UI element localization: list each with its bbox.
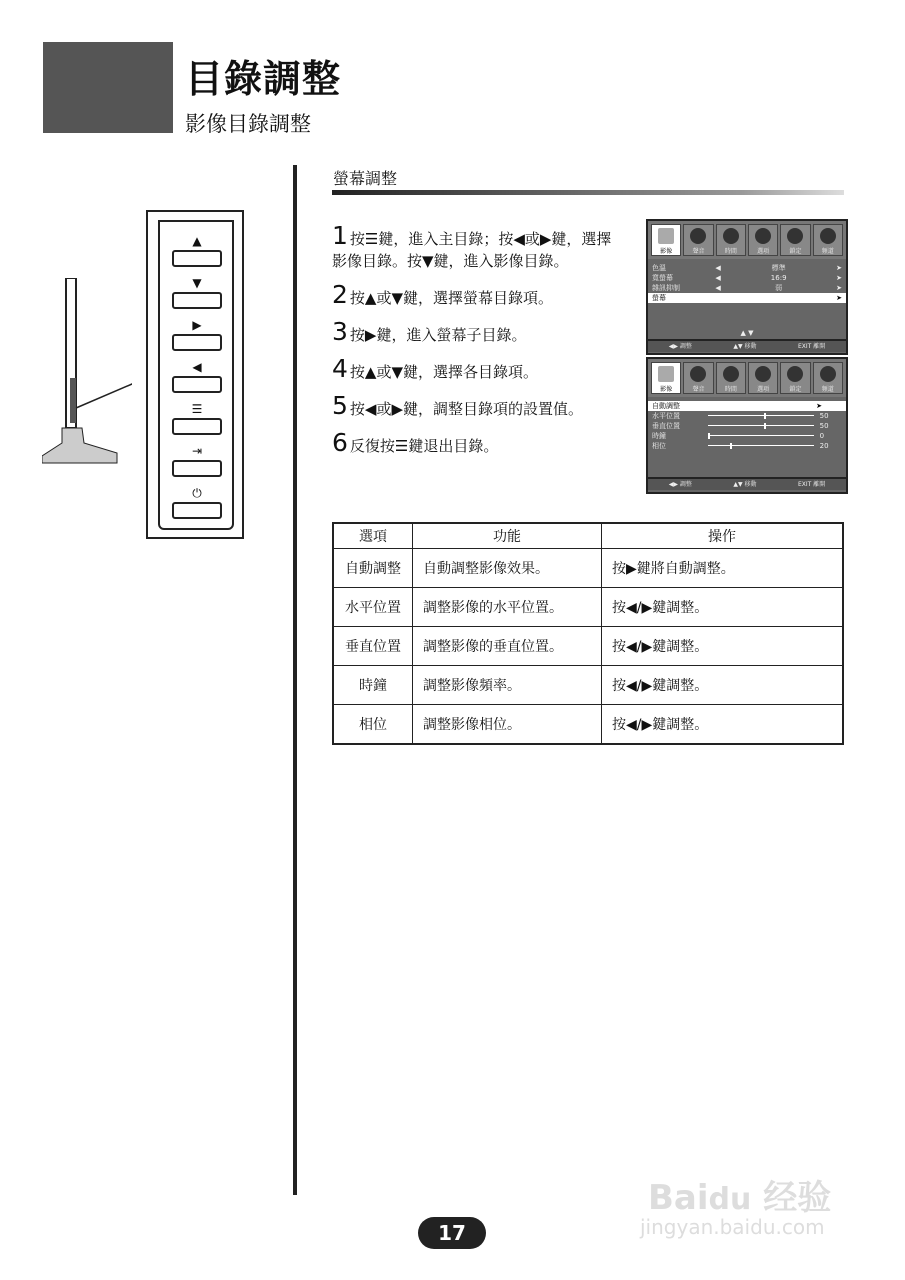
osd-tab [651,362,681,394]
osd-item-label: 自動調整 [652,402,680,410]
step-text: 按▶鍵，進入螢幕子目錄。 [349,326,527,344]
osd-tab-icon [787,228,803,244]
steps-list [332,221,624,469]
remote-button-label: ▲ [192,234,202,248]
osd-tab [683,224,713,256]
osd-footer-hint: ▲▼ 移動 [733,343,757,350]
step-text: 按▲或▼鍵，選擇各目錄項。 [349,363,538,381]
osd-footer-hint: EXIT 離開 [797,343,826,350]
remote-button[interactable] [172,376,222,393]
step-item [332,354,624,383]
watermark-url: jingyan.baidu.com [640,1215,825,1239]
osd-tab-icon [658,228,674,244]
osd-item-label: 雜訊抑制 [652,284,680,292]
osd-menu-row [648,401,846,411]
osd-item-label: 螢幕 [652,294,666,302]
step-number: 6 [332,428,348,457]
osd-tab-label: 影像 [660,386,673,393]
osd-tab-icon [755,366,771,382]
osd-screen-picture-menu [646,219,848,355]
table-cell: 調整影像的垂直位置。 [413,627,602,666]
remote-button[interactable] [172,334,222,351]
slider-thumb [708,433,710,439]
arrow-right-icon: ➤ [836,264,842,272]
table-header: 操作 [602,523,844,549]
osd-footer-hint: EXIT 離開 [797,481,826,488]
table-row [333,666,843,705]
page-subtitle: 影像目錄調整 [185,112,311,136]
table-cell: 調整影像的水平位置。 [413,588,602,627]
table-cell: 按◀/▶鍵調整。 [602,627,844,666]
osd-tab-icon [787,366,803,382]
step-item [332,221,624,272]
slider-thumb [764,423,766,429]
osd-slider [708,441,820,451]
step-item [332,428,624,457]
table-cell: 垂直位置 [333,627,413,666]
slider-track [708,415,814,416]
osd-menu-row [648,411,846,421]
osd-tab [780,362,810,394]
osd-menu-row [648,421,846,431]
step-text: 按▲或▼鍵，選擇螢幕目錄項。 [349,289,553,307]
osd-item-value: 50 [819,422,829,430]
osd-item-value [747,293,810,303]
table-cell: 按◀/▶鍵調整。 [602,666,844,705]
osd-footer-hint: ◀▶ 調整 [668,343,692,350]
step-number: 1 [332,221,348,250]
remote-button-label: ☰ [191,402,203,416]
slider-thumb [730,443,732,449]
section-underline [332,190,844,195]
osd-tab [813,224,843,256]
remote-button-label: ▶ [192,318,202,332]
table-cell: 時鐘 [333,666,413,705]
step-item [332,280,624,309]
slider-track [708,435,814,436]
remote-button[interactable] [172,250,222,267]
osd-item-value: 標準 [771,264,786,272]
step-number: 5 [332,391,348,420]
tv-side-illustration [42,278,132,468]
osd-tab-label: 影像 [660,248,673,255]
step-text: 按☰鍵，進入主目錄；按◀或▶鍵，選擇影像目錄。按▼鍵，進入影像目錄。 [332,230,612,270]
arrow-left-icon [715,293,747,303]
remote-button[interactable] [172,502,222,519]
osd-menu-row [648,293,846,303]
osd-menu-row [648,441,846,451]
arrow-left-icon: ◀ [715,264,721,272]
step-item [332,317,624,346]
remote-button[interactable] [172,418,222,435]
step-number: 4 [332,354,348,383]
table-header: 功能 [413,523,602,549]
arrow-left-icon: ◀ [715,284,721,292]
osd-tab-icon [690,366,706,382]
osd-tab-label: 頻道 [821,248,834,255]
arrow-right-icon: ➤ [836,274,842,282]
table-row [333,627,843,666]
arrow-left-icon: ◀ [715,274,721,282]
osd-menu-row [648,431,846,441]
remote-button-label: ▼ [192,276,202,290]
osd-tab-icon [723,366,739,382]
osd-item-value: 20 [819,442,829,450]
step-item [332,391,624,420]
remote-button-label: ◀ [192,360,202,374]
table-row [333,588,843,627]
osd-item-value: 0 [819,432,825,440]
osd-tab [716,362,746,394]
osd-item-value: 弱 [775,284,783,292]
osd-item-label: 相位 [652,442,666,450]
table-cell: 自動調整 [333,549,413,588]
osd-slider [708,411,820,421]
slider-thumb [764,413,766,419]
slider-track [708,425,814,426]
step-number: 2 [332,280,348,309]
osd-menu-row [648,283,846,293]
remote-button-label: ⇥ [191,444,203,458]
page-number: 17 [418,1217,486,1249]
table-cell: 水平位置 [333,588,413,627]
table-row [333,705,843,745]
osd-tab [780,224,810,256]
page-title: 目錄調整 [185,57,342,101]
osd-tab [651,224,681,256]
osd-tab-icon [690,228,706,244]
step-text: 反復按☰鍵退出目錄。 [349,437,499,455]
osd-tab [716,224,746,256]
table-cell: 調整影像頻率。 [413,666,602,705]
osd-tab [748,362,778,394]
table-row [333,549,843,588]
osd-item-label: 寬螢幕 [652,274,673,282]
osd-tab [813,362,843,394]
scroll-arrows: ▲ ▼ [740,329,754,337]
osd-tab [748,224,778,256]
arrow-right-icon: ➤ [816,402,822,410]
divider [293,165,297,1195]
osd-tab-label: 選項 [757,386,770,393]
remote-button[interactable] [172,292,222,309]
osd-tab-label: 選項 [757,248,770,255]
step-text: 按◀或▶鍵，調整目錄項的設置值。 [349,400,583,418]
osd-screen-screen-submenu [646,357,848,494]
table-cell: 相位 [333,705,413,745]
osd-footer-hint: ◀▶ 調整 [668,481,692,488]
step-number: 3 [332,317,348,346]
header-block [43,42,173,133]
remote-button[interactable] [172,460,222,477]
osd-menu-row [648,263,846,273]
table-header: 選項 [333,523,413,549]
side-control-panel [146,210,244,539]
osd-menu-row [648,273,846,283]
osd-tab [683,362,713,394]
osd-item-label: 色溫 [652,264,666,272]
osd-tab-label: 鎖定 [789,248,802,255]
osd-tab-label: 頻道 [821,386,834,393]
osd-item-label: 垂直位置 [652,422,680,430]
osd-slider [708,421,820,431]
arrow-right-icon: ➤ [836,284,842,292]
osd-tab-icon [820,228,836,244]
osd-tab-icon [658,366,674,382]
osd-tab-label: 聲音 [692,386,705,393]
slider-track [708,445,814,446]
osd-tab-label: 聲音 [692,248,705,255]
table-cell: 自動調整影像效果。 [413,549,602,588]
table-cell: 按◀/▶鍵調整。 [602,705,844,745]
osd-slider [708,431,820,441]
section-title: 螢幕調整 [333,169,398,188]
osd-item-value: 16:9 [770,274,787,282]
osd-item-label: 水平位置 [652,412,680,420]
osd-tab-label: 時間 [724,386,737,393]
remote-button-label: ⏻ [192,486,202,500]
osd-item-value: 50 [819,412,829,420]
table-cell: 按◀/▶鍵調整。 [602,588,844,627]
arrow-right-icon: ➤ [836,294,842,302]
osd-tab-label: 鎖定 [789,386,802,393]
osd-tab-icon [820,366,836,382]
osd-tab-icon [723,228,739,244]
watermark-logo: Baidu 经验 [648,1178,832,1218]
osd-item-label: 時鐘 [652,432,666,440]
table-cell: 按▶鍵將自動調整。 [602,549,844,588]
osd-footer-hint: ▲▼ 移動 [733,481,757,488]
osd-tab-label: 時間 [724,248,737,255]
options-table [332,522,844,745]
table-cell: 調整影像相位。 [413,705,602,745]
osd-tab-icon [755,228,771,244]
